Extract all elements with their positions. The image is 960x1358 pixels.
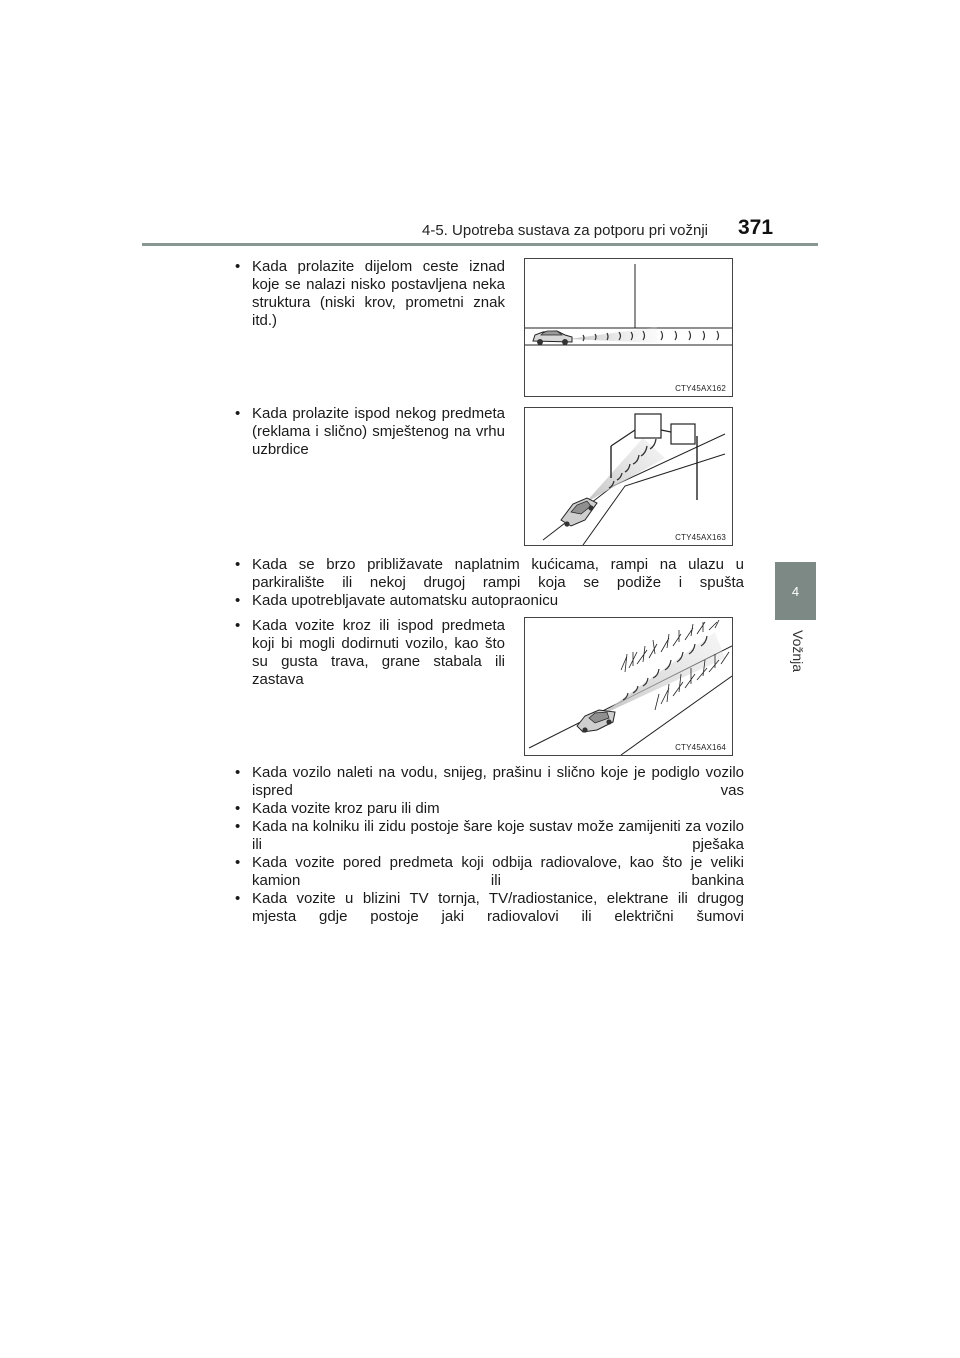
figure-code: CTY45AX162 [675, 384, 726, 393]
list-item-text: Kada vozilo naleti na vodu, snijeg, prašinu i slično koje je podiglo vozilo ispred vas [252, 764, 744, 799]
low-structure-illustration [525, 259, 732, 396]
figure-uphill-sign [524, 407, 733, 546]
page-number: 371 [738, 216, 774, 239]
bullet-dot: • [235, 258, 241, 275]
bullet-dot: • [235, 764, 241, 781]
list-item [235, 405, 505, 477]
car-icon [561, 498, 597, 527]
bullet-dot: • [235, 800, 241, 817]
bullet-dot: • [235, 592, 241, 609]
bullet-dot: • [235, 818, 241, 835]
list-item [235, 800, 744, 818]
list-item [235, 890, 744, 944]
list-item [235, 258, 505, 348]
bullet-dot: • [235, 556, 241, 573]
bullet-dot: • [235, 890, 241, 907]
chapter-label-vertical [768, 630, 824, 690]
list-item [235, 592, 744, 610]
list-item-text: Kada prolazite dijelom ceste iznad koje se nalazi nisko postavljena neka struktura (niski krov, prometni znak itd.) [252, 258, 505, 329]
list-item-text: Kada vozite kroz ili ispod predmeta koji bi mogli dodirnuti vozilo, kao što su gusta trava, grane stabala ili zastava [252, 617, 505, 688]
figure-code: CTY45AX164 [675, 743, 726, 752]
list-item-text: Kada na kolniku ili zidu postoje šare koje sustav može zamijeniti za vozilo ili pješaka [252, 818, 744, 853]
bullet-dot: • [235, 617, 241, 634]
list-item-text: Kada vozite kroz paru ili dim [252, 800, 440, 817]
bullet-dot: • [235, 405, 241, 422]
list-item-text: Kada prolazite ispod nekog predmeta (reklama i slično) smještenog na vrhu uzbrdice [252, 405, 505, 458]
chapter-tab [775, 562, 816, 620]
header-rule [142, 243, 818, 246]
list-item-text: Kada se brzo približavate naplatnim kućicama, rampi na ulazu u parkiralište ili nekoj drugoj rampi koja se podiže i spušta [252, 556, 744, 591]
bullet-dot: • [235, 854, 241, 871]
list-item [235, 617, 505, 707]
chapter-label: Vožnja [790, 630, 806, 673]
chapter-number: 4 [791, 584, 800, 599]
figure-low-structure [524, 258, 733, 397]
list-item-text: Kada vozite u blizini TV tornja, TV/radiostanice, elektrane ili drugog mjesta gdje postoje jaki radiovalovi ili električni šumovi [252, 890, 744, 925]
figure-grass-branches [524, 617, 733, 756]
grass-branches-illustration [525, 618, 732, 755]
list-item-text: Kada upotrebljavate automatsku autopraonicu [252, 592, 559, 609]
car-icon [533, 331, 572, 345]
list-item-text: Kada vozite pored predmeta koji odbija radiovalove, kao što je veliki kamion ili bankina [252, 854, 744, 889]
figure-code: CTY45AX163 [675, 533, 726, 542]
uphill-sign-illustration [525, 408, 732, 545]
running-header: 4-5. Upotreba sustava za potporu pri vožnji [422, 222, 708, 239]
car-icon [577, 710, 615, 733]
